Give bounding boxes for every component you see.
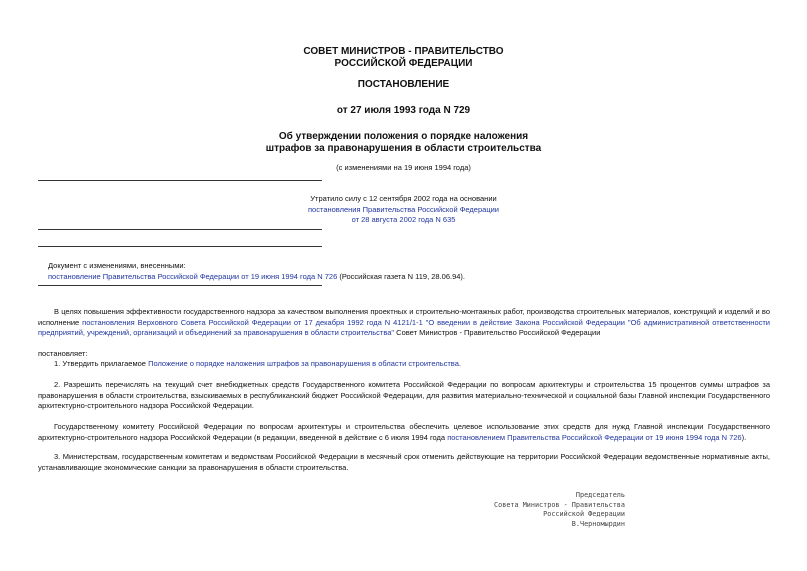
title-line-2: штрафов за правонарушения в области строительства <box>265 143 542 154</box>
resolves-line: постановляет: <box>38 349 88 358</box>
title-line-1: Об утверждении положения о порядке наложения <box>278 131 529 142</box>
item-2-continuation <box>38 422 770 443</box>
issuing-authority <box>0 46 807 70</box>
divider <box>38 246 322 247</box>
signature-line-4: В.Черномырдин <box>571 519 625 528</box>
preamble-text-end: Совет Министров - Правительство Российской Федерации <box>394 328 601 337</box>
preamble-link[interactable]: постановления Верховного Совета Российской Федерации от 17 декабря 1992 года N 4121/1-1 "О введении в действие Закона Российской Федерации "Об административной ответственности предприятий, учреждений, организаций и объединений за правонарушения в области строительства" <box>38 317 770 337</box>
divider <box>38 180 322 181</box>
lost-force-note <box>0 194 807 226</box>
signature-block <box>494 491 625 529</box>
org-line-1: СОВЕТ МИНИСТРОВ - ПРАВИТЕЛЬСТВО <box>303 46 504 57</box>
document-date-number: от 27 июля 1993 года N 729 <box>336 105 471 116</box>
item-2b-text: Государственному комитету Российской Федерации по вопросам архитектуры и строительства обеспечить целевое использование этих средств для нужд Главной инспекции Государственного архитектурно-строительного надзора Российской Федерации (в редакции, введенной в действие с 6 июля 1994 года <box>38 422 770 442</box>
signature-line-2: Совета Министров - Правительства <box>494 500 625 509</box>
preamble-text: В целях повышения эффективности государственного надзора за качеством выполнения проектных и строительно-монтажных работ, производства строительных материалов, конструкций и изделий и во исполнение <box>38 307 770 327</box>
amendment-link[interactable]: постановление Правительства Российской Федерации от 19 июня 1994 года N 726 <box>48 271 338 281</box>
item-2: 2. Разрешить перечислять на текущий счет внебюджетных средств Государственного комитета Российской Федерации по вопросам архитектуры и строительства 15 процентов суммы штрафов за правонарушения в области строительства, взыскиваемых в республиканский бюджет Российской Федерации, для развития материально-технической и социальной базы Главной инспекции Государственного архитектурно-строительного надзора Российской Федерации. <box>38 380 770 410</box>
signature-line-1: Председатель <box>575 491 625 499</box>
item-2b-link[interactable]: постановлением Правительства Российской Федерации от 19 июня 1994 года N 726 <box>447 432 742 442</box>
amendments-note <box>48 261 768 282</box>
preamble-paragraph <box>38 307 770 339</box>
item-1-end: . <box>458 359 461 368</box>
item-1-text: 1. Утвердить прилагаемое <box>54 359 149 368</box>
amendment-source: (Российская газета N 119, 28.06.94). <box>337 271 466 281</box>
amendments-intro: Документ с изменениями, внесенными: <box>48 261 186 270</box>
changes-note: (с изменениями на 19 июня 1994 года) <box>336 163 471 172</box>
item-2b-end: ). <box>741 432 747 442</box>
org-line-2: РОССИЙСКОЙ ФЕДЕРАЦИИ <box>334 58 473 69</box>
item-1 <box>38 359 770 370</box>
document-title <box>0 131 807 155</box>
signature-line-3: Российской Федерации <box>543 510 625 518</box>
lost-force-text: Утратило силу с 12 сентября 2002 года на основании <box>310 194 497 203</box>
document-type: ПОСТАНОВЛЕНИЕ <box>357 79 450 90</box>
divider <box>38 229 322 230</box>
divider <box>38 285 322 286</box>
item-3: 3. Министерствам, государственным комитетам и ведомствам Российской Федерации в месячный срок отменить действующие на территории Российской Федерации ведомственные нормативные акты, устанавливающие экономические санкции за правонарушения в области строительства. <box>38 452 770 472</box>
lost-force-link-line-1[interactable]: постановления Правительства Российской Федерации <box>307 204 499 214</box>
lost-force-link-line-2[interactable]: от 28 августа 2002 года N 635 <box>351 215 456 224</box>
regulation-link[interactable]: Положение о порядке наложения штрафов за правонарушения в области строительства <box>148 359 459 368</box>
